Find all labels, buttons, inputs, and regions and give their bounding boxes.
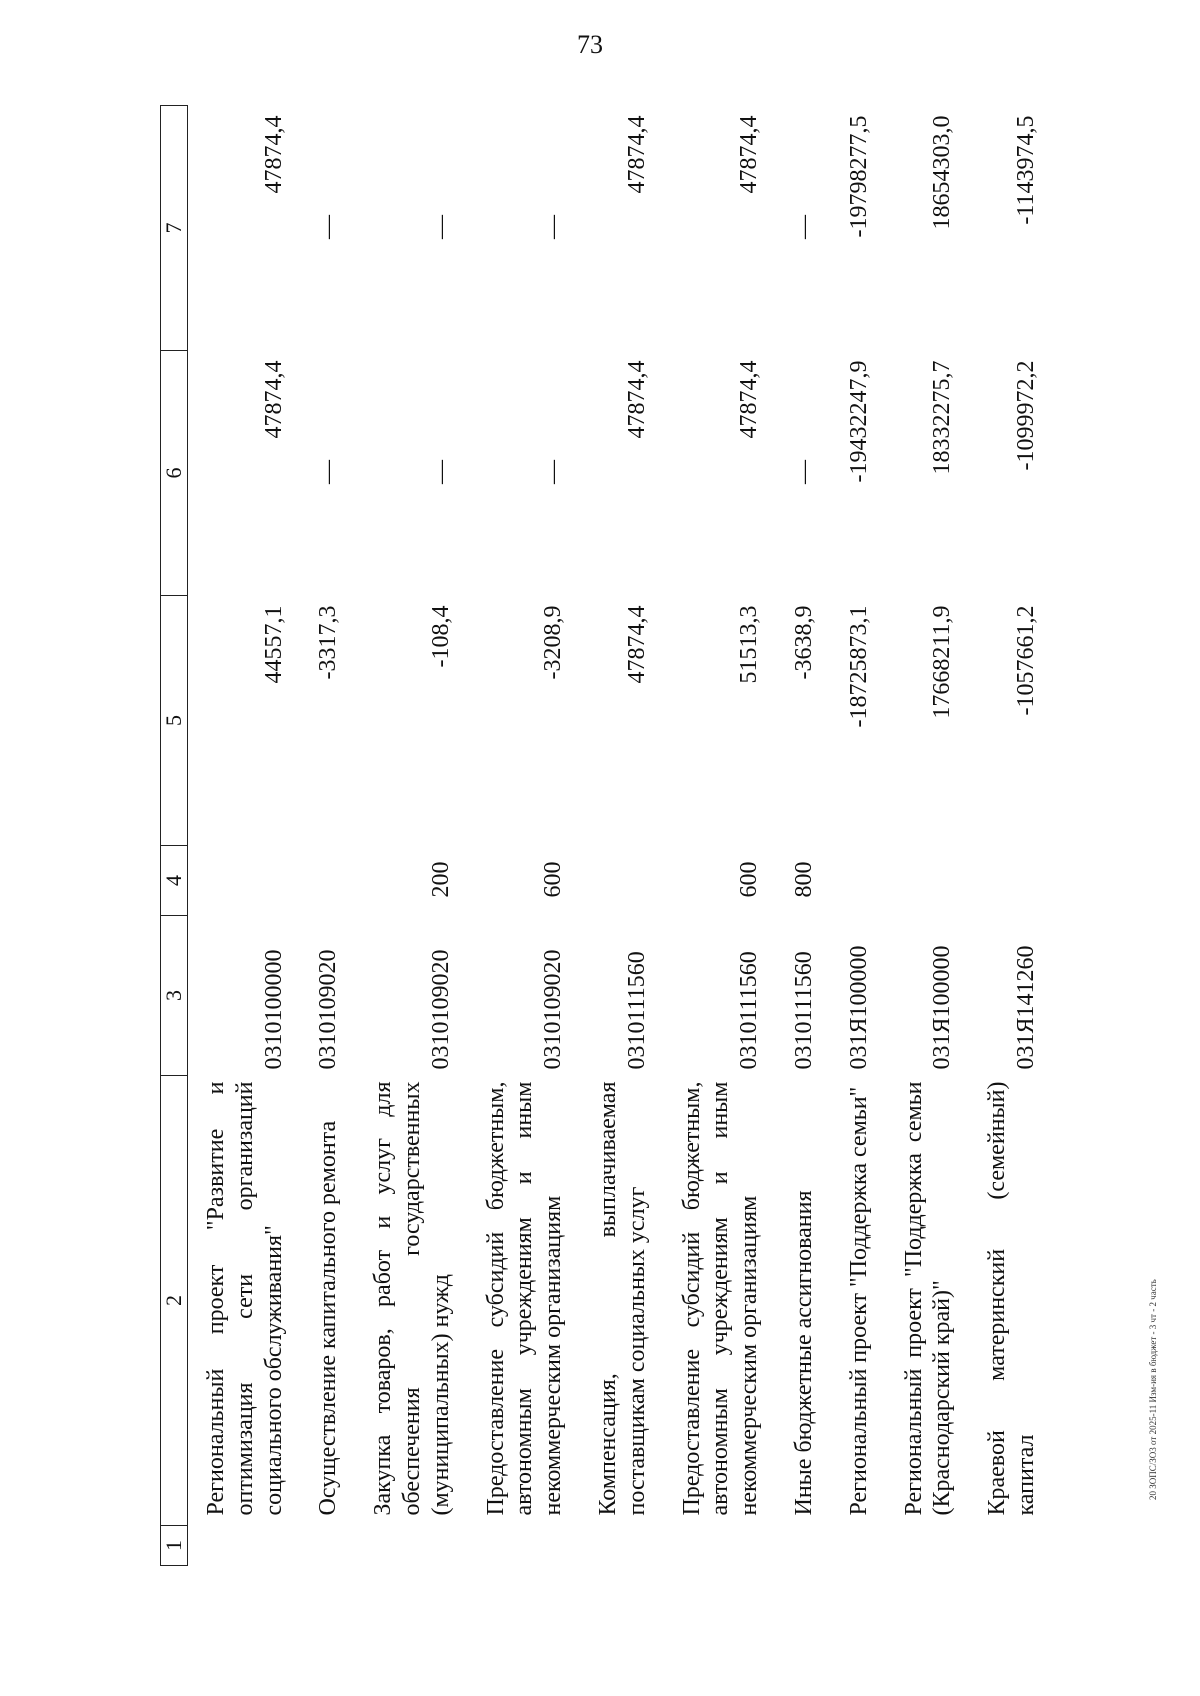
column-header-2: 2 (161, 1076, 188, 1526)
row-type-cell: 600 (540, 861, 567, 898)
row-value-5-cell: 51513,3 (736, 605, 763, 684)
row-code-cell: 0310100000 (260, 949, 287, 1070)
row-name-cell: Иные бюджетные ассигнования (790, 1190, 817, 1516)
row-name-cell: Региональный проект "Развитие и оптимизация сети организаций социального обслуживания" (203, 1081, 287, 1516)
row-value-7-cell: 47874,4 (260, 115, 287, 194)
row-name-cell: Краевой материнский (семейный) капитал (984, 1081, 1039, 1516)
table-row (300, 106, 355, 1566)
row-name-cell: Региональный проект "Поддержка семьи" (845, 1086, 872, 1516)
table-header-row (161, 106, 188, 1566)
row-value-7-cell: — (427, 215, 454, 239)
row-type-cell (969, 846, 1053, 916)
row-value-5-cell: 17668211,9 (929, 605, 956, 719)
row-type-cell: 800 (790, 861, 817, 898)
row-name-cell: Региональный проект "Поддержка семьи (Краснодарский край)" (900, 1081, 956, 1516)
row-number-cell (664, 1526, 776, 1566)
row-value-6-cell: 18332275,7 (929, 360, 956, 475)
rotated-table-wrapper (160, 106, 1200, 1566)
row-type-cell: 200 (427, 861, 454, 898)
column-header-3: 3 (161, 916, 188, 1076)
row-value-5-cell: -3317,3 (315, 605, 342, 680)
row-value-6-cell: — (540, 460, 567, 484)
row-value-5-cell: -3208,9 (540, 605, 567, 680)
row-code-cell: 0310111560 (736, 951, 763, 1070)
table-row (580, 106, 664, 1566)
row-code-cell: 031Я141260 (1012, 945, 1039, 1070)
row-code-cell: 0310111560 (790, 951, 817, 1070)
row-number-cell (300, 1526, 355, 1566)
row-name-cell: Закупка товаров, работ и услуг для обеспечения государственных (муниципальных) нужд (370, 1081, 454, 1516)
row-value-7-cell: — (315, 215, 342, 239)
row-value-7-cell: 18654303,0 (929, 115, 956, 230)
row-value-7-cell: — (790, 215, 817, 239)
row-value-7-cell: 47874,4 (623, 115, 650, 194)
column-header-7: 7 (161, 106, 188, 351)
row-value-7-cell: — (540, 215, 567, 239)
row-number-cell (188, 1526, 301, 1566)
row-number-cell (355, 1526, 467, 1566)
column-header-6: 6 (161, 351, 188, 596)
row-value-6-cell: -1099972,2 (1012, 360, 1039, 471)
row-type-cell (300, 846, 355, 916)
table-row (355, 106, 467, 1566)
table-row (188, 106, 301, 1566)
row-code-cell: 0310109020 (427, 949, 454, 1070)
table-row (886, 106, 970, 1566)
column-header-1: 1 (161, 1526, 188, 1566)
row-type-cell (886, 846, 970, 916)
row-code-cell: 031Я100000 (929, 945, 956, 1070)
row-type-cell: 600 (736, 861, 763, 898)
row-value-6-cell: 47874,4 (736, 360, 763, 439)
row-type-cell (831, 846, 886, 916)
row-value-5-cell: -3638,9 (790, 605, 817, 680)
row-type-cell (580, 846, 664, 916)
column-header-5: 5 (161, 596, 188, 846)
table-row (831, 106, 886, 1566)
table-row (969, 106, 1053, 1566)
row-code-cell: 0310109020 (315, 949, 342, 1070)
table-row (468, 106, 580, 1566)
footer-text: 20 ЗОПС/ЗО3 от 2025-11 Изм-ия в бюджет - 3 чт - 2 часть (1148, 1279, 1158, 1500)
row-value-6-cell: -19432247,9 (845, 360, 872, 483)
budget-table (160, 105, 1053, 1566)
row-value-5-cell: 47874,4 (623, 605, 650, 684)
row-number-cell (886, 1526, 970, 1566)
row-number-cell (580, 1526, 664, 1566)
row-value-6-cell: — (427, 460, 454, 484)
row-name-cell: Осуществление капитального ремонта (315, 1120, 342, 1516)
row-number-cell (776, 1526, 831, 1566)
row-value-5-cell: 44557,1 (260, 605, 287, 684)
row-value-5-cell: -1057661,2 (1012, 605, 1039, 716)
row-value-6-cell: 47874,4 (623, 360, 650, 439)
row-value-5-cell: -18725873,1 (845, 605, 872, 728)
row-code-cell: 0310111560 (623, 951, 650, 1070)
row-value-7-cell: -19798277,5 (845, 115, 872, 238)
row-number-cell (831, 1526, 886, 1566)
row-code-cell: 0310109020 (540, 949, 567, 1070)
row-value-7-cell: -1143974,5 (1012, 115, 1039, 225)
row-number-cell (468, 1526, 580, 1566)
row-name-cell: Компенсация, выплачиваемая поставщикам социальных услуг (594, 1081, 650, 1516)
row-value-5-cell: -108,4 (427, 605, 454, 668)
row-code-cell: 031Я100000 (845, 945, 872, 1070)
page-number: 73 (577, 30, 603, 59)
table-row (664, 106, 776, 1566)
row-value-6-cell: — (790, 460, 817, 484)
row-number-cell (969, 1526, 1053, 1566)
row-value-6-cell: — (315, 460, 342, 484)
row-name-cell: Предоставление субсидий бюджетным, автономным учреждениям и иным некоммерческим организациям (678, 1081, 763, 1516)
column-header-4: 4 (161, 846, 188, 916)
row-value-7-cell: 47874,4 (736, 115, 763, 194)
table-row (776, 106, 831, 1566)
row-value-6-cell: 47874,4 (260, 360, 287, 439)
row-name-cell: Предоставление субсидий бюджетным, автономным учреждениям и иным некоммерческим организациям (482, 1081, 567, 1516)
row-type-cell (188, 846, 301, 916)
